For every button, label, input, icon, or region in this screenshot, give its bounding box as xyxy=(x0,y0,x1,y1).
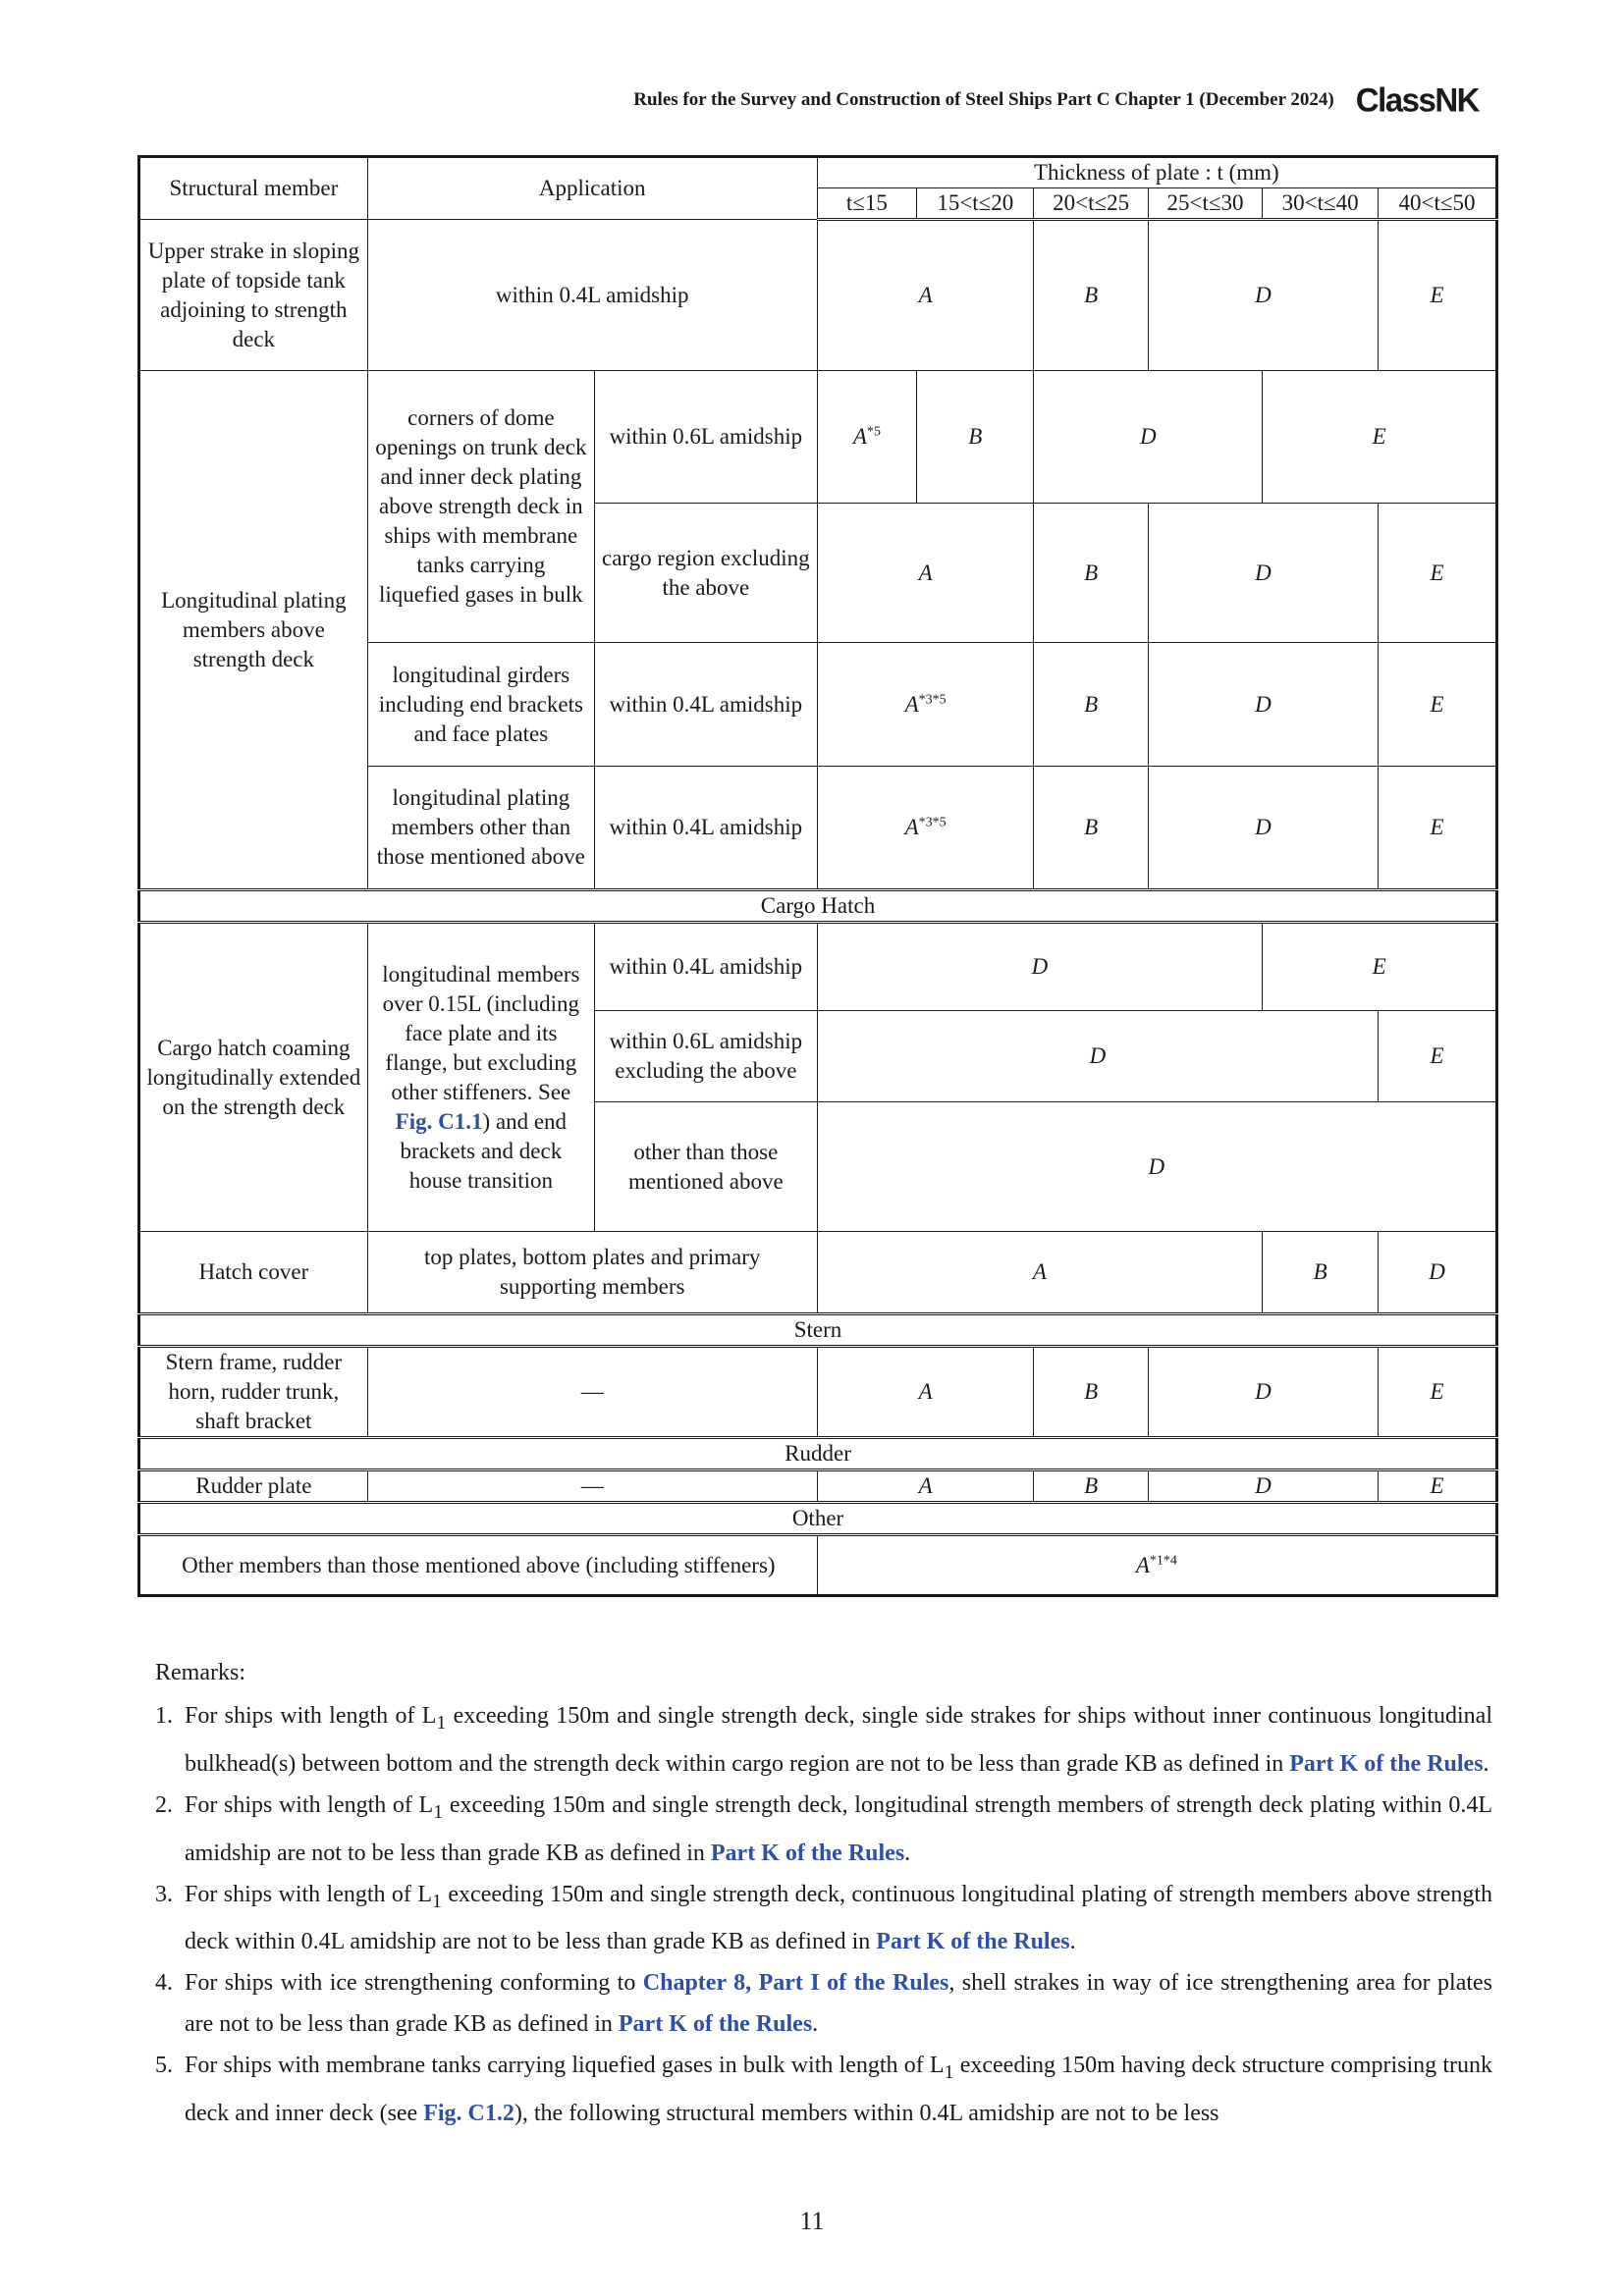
grade-cell: D xyxy=(1379,1232,1497,1314)
grade-cell: D xyxy=(1148,767,1378,890)
thickness-col-3: 20<t≤25 xyxy=(1034,188,1148,220)
grade-cell: B xyxy=(917,371,1034,504)
grade-cell: $A^{*3*5}$ xyxy=(817,643,1034,767)
grade-cell: E xyxy=(1379,643,1497,767)
remark-item: 4. For ships with ice strengthening conforming to Chapter 8, Part I of the Rules, shell strakes in way of ice strengthening area for plates are not to be less than grade KB as defined in Part K of the Rules. xyxy=(155,1970,1493,2038)
grade-cell: $A^{*3*5}$ xyxy=(817,767,1034,890)
grade-cell: D xyxy=(817,1011,1378,1102)
member-hatch-cover: Hatch cover xyxy=(139,1232,368,1314)
grade-cell: B xyxy=(1034,504,1148,643)
section-cargo-hatch: Cargo Hatch xyxy=(139,890,1497,923)
grade-cell: E xyxy=(1263,371,1497,504)
sub-member-dome-openings: corners of dome openings on trunk deck and inner deck plating above strength deck in ships with membrane tanks carrying liquefied gases in bulk xyxy=(367,371,594,643)
grade-cell: E xyxy=(1379,504,1497,643)
grade-cell: D xyxy=(1148,1470,1378,1503)
page-header xyxy=(137,80,1479,120)
application-upper-strake: within 0.4L amidship xyxy=(367,220,817,371)
grade-cell: D xyxy=(1148,220,1378,371)
grade-cell: E xyxy=(1379,220,1497,371)
member-cargo-hatch-coaming: Cargo hatch coaming longitudinally extended on the strength deck xyxy=(139,923,368,1232)
application-within-0.6L: within 0.6L amidship xyxy=(594,371,817,504)
grade-cell: E xyxy=(1379,767,1497,890)
header-thickness: Thickness of plate : t (mm) xyxy=(817,157,1496,188)
grade-cell: B xyxy=(1034,1470,1148,1503)
grade-cell: D xyxy=(1148,643,1378,767)
section-other: Other xyxy=(139,1503,1497,1535)
thickness-col-2: 15<t≤20 xyxy=(917,188,1034,220)
thickness-col-4: 25<t≤30 xyxy=(1148,188,1262,220)
sub-member-other-longitudinal: longitudinal plating members other than those mentioned above xyxy=(367,767,594,890)
grade-cell: E xyxy=(1379,1347,1497,1438)
steel-grade-table xyxy=(137,155,1498,1597)
grade-cell: A xyxy=(817,220,1034,371)
grade-cell: $A^{*5}$ xyxy=(817,371,916,504)
header-structural-member: Structural member xyxy=(139,157,368,220)
header-application: Application xyxy=(367,157,817,220)
grade-cell: $A^{*1*4}$ xyxy=(817,1535,1496,1596)
application-stern: — xyxy=(367,1347,817,1438)
grade-cell: D xyxy=(817,923,1263,1011)
member-longitudinal-plating: Longitudinal plating members above strength deck xyxy=(139,371,368,890)
grade-cell: D xyxy=(1148,504,1378,643)
fig-c1-2-link[interactable]: Fig. C1.2 xyxy=(423,2101,514,2127)
grade-cell: D xyxy=(1034,371,1263,504)
grade-cell: D xyxy=(817,1102,1496,1232)
sub-member-longitudinal-over-0.15L: longitudinal members over 0.15L (including face plate and its flange, but excluding other stiffeners. See Fig. C1.1) and end brackets and deck house transition xyxy=(367,923,594,1232)
grade-cell: A xyxy=(817,504,1034,643)
remarks xyxy=(155,1652,1492,2134)
document-title: Rules for the Survey and Construction of Steel Ships Part C Chapter 1 (December 2024) xyxy=(633,89,1334,110)
grade-cell: B xyxy=(1263,1232,1379,1314)
application-hatch-cover: top plates, bottom plates and primary supporting members xyxy=(367,1232,817,1314)
member-other: Other members than those mentioned above (including stiffeners) xyxy=(139,1535,818,1596)
thickness-col-6: 40<t≤50 xyxy=(1379,188,1497,220)
part-k-link[interactable]: Part K of the Rules xyxy=(710,1840,905,1866)
part-k-link[interactable]: Part K of the Rules xyxy=(618,2011,813,2038)
application-other: other than those mentioned above xyxy=(594,1102,817,1232)
grade-cell: B xyxy=(1034,1347,1148,1438)
remark-item: 1. For ships with length of $L_1$ exceeding 150m and single strength deck, single side strakes for ships without inner continuous longitudinal bulkhead(s) between bottom and the strength deck within cargo region are not to be less than grade KB as defined in Part K of the Rules. xyxy=(155,1703,1492,1777)
remarks-list xyxy=(155,1695,1492,2134)
grade-cell: E xyxy=(1379,1011,1497,1102)
remark-item: 3. For ships with length of $L_1$ exceeding 150m and single strength deck, continuous longitudinal plating of strength members above strength deck within 0.4L amidship are not to be less than grade KB as defined in Part K of the Rules. xyxy=(155,1881,1493,1955)
member-rudder-plate: Rudder plate xyxy=(139,1470,368,1503)
thickness-col-5: 30<t≤40 xyxy=(1263,188,1379,220)
member-upper-strake: Upper strake in sloping plate of topside tank adjoining to strength deck xyxy=(139,220,368,371)
chapter-8-part-i-link[interactable]: Chapter 8, Part I of the Rules xyxy=(642,1970,949,1997)
grade-cell: A xyxy=(817,1232,1263,1314)
application-within-0.4L: within 0.4L amidship xyxy=(594,767,817,890)
grade-cell: D xyxy=(1148,1347,1378,1438)
grade-cell: A xyxy=(817,1470,1034,1503)
remarks-heading: Remarks: xyxy=(155,1660,245,1685)
section-rudder: Rudder xyxy=(139,1438,1497,1470)
member-stern-frame: Stern frame, rudder horn, rudder trunk, shaft bracket xyxy=(139,1347,368,1438)
part-k-link[interactable]: Part K of the Rules xyxy=(876,1929,1070,1955)
grade-cell: E xyxy=(1379,1470,1497,1503)
application-rudder: — xyxy=(367,1470,817,1503)
grade-cell: A xyxy=(817,1347,1034,1438)
remark-item: 2. For ships with length of $L_1$ exceeding 150m and single strength deck, longitudinal strength members of strength deck plating within 0.4L amidship are not to be less than grade KB as defined in Part K of the Rules. xyxy=(155,1791,1492,1866)
section-stern: Stern xyxy=(139,1314,1497,1347)
application-within-0.4L: within 0.4L amidship xyxy=(594,643,817,767)
classnk-logo: ClassNK xyxy=(1355,80,1479,119)
application-within-0.4L: within 0.4L amidship xyxy=(594,923,817,1011)
application-cargo-region: cargo region excluding the above xyxy=(594,504,817,643)
sub-member-longitudinal-girders: longitudinal girders including end brackets and face plates xyxy=(367,643,594,767)
grade-cell: B xyxy=(1034,767,1148,890)
remark-item: 5. For ships with membrane tanks carrying liquefied gases in bulk with length of $L_1$ exceeding 150m having deck structure comprising trunk deck and inner deck (see Fig. C1.2), the following structural members within 0.4L amidship are not to be less xyxy=(155,2053,1492,2127)
fig-c1-1-link[interactable]: Fig. C1.1 xyxy=(395,1108,483,1134)
grade-cell: E xyxy=(1263,923,1497,1011)
application-within-0.6L: within 0.6L amidship excluding the above xyxy=(594,1011,817,1102)
grade-cell: B xyxy=(1034,220,1148,371)
grade-cell: B xyxy=(1034,643,1148,767)
thickness-col-1: t≤15 xyxy=(817,188,916,220)
page-number: 11 xyxy=(799,2207,825,2235)
part-k-link[interactable]: Part K of the Rules xyxy=(1289,1750,1484,1777)
